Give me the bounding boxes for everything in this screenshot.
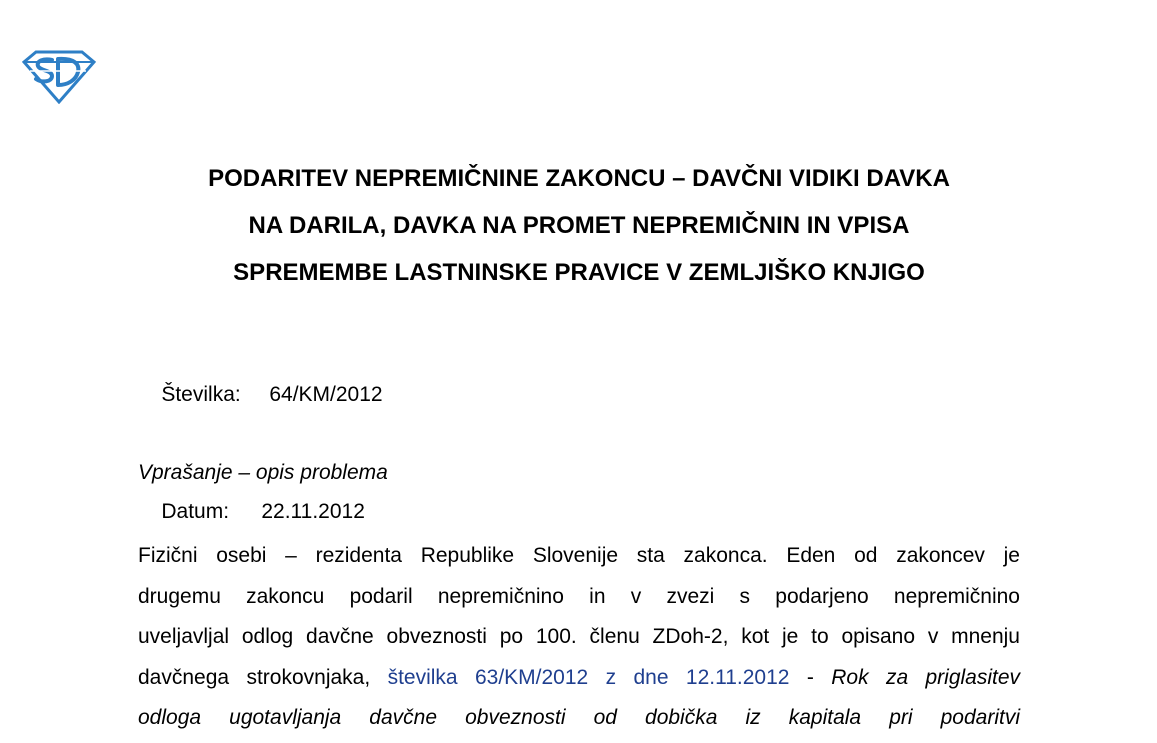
title-line-3: SPREMEMBE LASTNINSKE PRAVICE V ZEMLJIŠKO KNJIGO xyxy=(233,259,925,286)
paragraph-line-2: drugemu zakoncu podaril nepremičnino in v zvezi s podarjeno nepremičnino xyxy=(138,584,1020,608)
number-label: Številka: xyxy=(161,383,241,406)
section-heading: Vprašanje – opis problema xyxy=(138,461,388,484)
title-line-2: NA DARILA, DAVKA NA PROMET NEPREMIČNIN IN VPISA xyxy=(248,212,910,239)
line4-dash: - xyxy=(806,665,814,689)
date-label: Datum: xyxy=(161,500,230,523)
paragraph-line-5: odloga ugotavljanja davčne obveznosti od dobička iz kapitala pri podaritvi xyxy=(138,706,1020,729)
line4-italic-text: Rok za priglasitev xyxy=(831,665,1021,689)
title-line-1: PODARITEV NEPREMIČNINE ZAKONCU – DAVČNI VIDIKI DAVKA xyxy=(208,165,950,192)
number-value: 64/KM/2012 xyxy=(269,383,383,406)
paragraph-line-1: Fizični osebi – rezidenta Republike Slovenije sta zakonca. Eden od zakoncev je xyxy=(138,544,1020,567)
reference-link[interactable]: številka 63/KM/2012 z dne 12.11.2012 xyxy=(387,665,790,689)
body-paragraph xyxy=(138,536,1020,739)
document-title xyxy=(138,155,1020,296)
paragraph-line-4 xyxy=(138,658,1020,699)
paragraph-line-3: uveljavljal odlog davčne obveznosti po 100. členu ZDoh-2, kot je to opisano v mnenju xyxy=(138,625,1020,648)
diamond-logo-icon xyxy=(22,50,96,104)
date-value: 22.11.2012 xyxy=(261,500,365,523)
line4-text: davčnega strokovnjaka, xyxy=(138,665,371,689)
company-logo xyxy=(22,50,96,104)
document-meta xyxy=(138,336,383,570)
meta-number-row xyxy=(138,336,383,453)
